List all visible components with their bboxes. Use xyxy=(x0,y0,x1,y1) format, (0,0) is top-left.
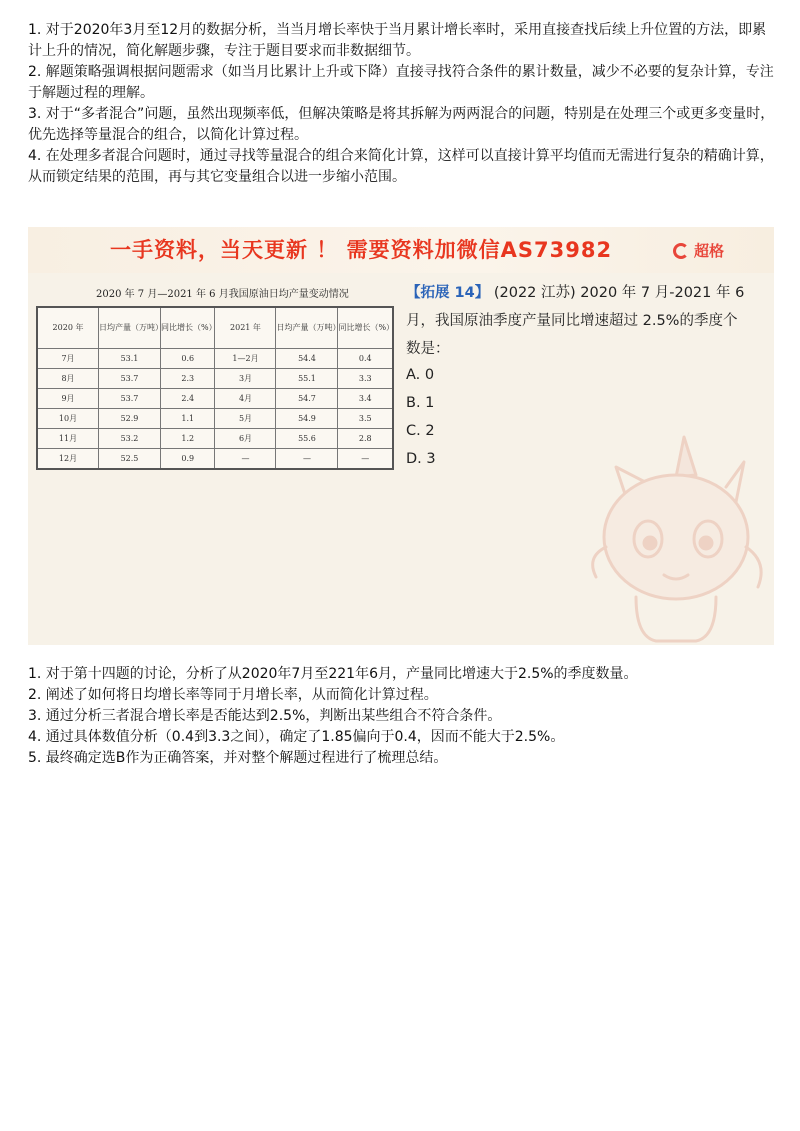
answer-options xyxy=(406,361,436,473)
question-tag: 【拓展 14】 xyxy=(406,285,490,301)
lecture-slide-image xyxy=(28,227,774,645)
header-cell: 同比增长（%） xyxy=(160,307,215,349)
note-item: 1. 对于第十四题的讨论，分析了从2020年7月至221年6月，产量同比增速大于2.5%的季度数量。 xyxy=(28,666,638,682)
question-body: (2022 江苏) 2020 年 7 月-2021 年 6 月，我国原油季度产量同比增速超过 2.5%的季度个数是： xyxy=(406,285,745,357)
table-cell: — xyxy=(276,449,338,470)
table-row xyxy=(37,429,393,449)
option-a: A. 0 xyxy=(406,367,435,383)
table-cell: 7月 xyxy=(37,349,99,369)
option-b: B. 1 xyxy=(406,395,435,411)
slide-banner xyxy=(28,227,774,273)
table-cell: 5月 xyxy=(215,409,276,429)
table-cell: 3.3 xyxy=(338,369,393,389)
table-cell: 3.5 xyxy=(338,409,393,429)
banner-text: 一手资料，当天更新 ！ 需要资料加微信AS73982 xyxy=(110,238,613,262)
table-title: 2020 年 7 月—2021 年 6 月我国原油日均产量变动情况 xyxy=(96,289,349,300)
table-cell: 53.7 xyxy=(99,369,161,389)
table-row xyxy=(37,449,393,470)
table-cell: 9月 xyxy=(37,389,99,409)
table-cell: — xyxy=(215,449,276,470)
question-text xyxy=(406,279,746,363)
table-cell: 0.9 xyxy=(160,449,215,470)
option-c: C. 2 xyxy=(406,423,435,439)
table-cell: 10月 xyxy=(37,409,99,429)
table-cell: 2.4 xyxy=(160,389,215,409)
table-cell: 0.4 xyxy=(338,349,393,369)
table-cell: 52.5 xyxy=(99,449,161,470)
table-cell: 54.9 xyxy=(276,409,338,429)
unicorn-mascot-icon xyxy=(576,427,774,645)
table-row xyxy=(37,369,393,389)
table-cell: 2.8 xyxy=(338,429,393,449)
note-item: 2. 阐述了如何将日均增长率等同于月增长率，从而简化计算过程。 xyxy=(28,687,438,703)
note-item: 2. 解题策略强调根据问题需求（如当月比累计上升或下降）直接寻找符合条件的累计数量，减少不必要的复杂计算，专注于解题过程的理解。 xyxy=(28,64,774,101)
table-cell: 4月 xyxy=(215,389,276,409)
table-row xyxy=(37,349,393,369)
option-d: D. 3 xyxy=(406,451,436,467)
table-row xyxy=(37,389,393,409)
table-cell: 3.4 xyxy=(338,389,393,409)
header-cell: 2020 年 xyxy=(37,307,99,349)
note-item: 5. 最终确定选B作为正确答案，并对整个解题过程进行了梳理总结。 xyxy=(28,750,448,766)
header-cell: 同比增长（%） xyxy=(338,307,393,349)
header-cell: 日均产量（万吨） xyxy=(276,307,338,349)
table-cell: 54.7 xyxy=(276,389,338,409)
note-item: 4. 通过具体数值分析（0.4到3.3之间），确定了1.85偏向于0.4，因而不能大于2.5%。 xyxy=(28,729,565,745)
table-cell: 53.7 xyxy=(99,389,161,409)
note-item: 4. 在处理多者混合问题时，通过寻找等量混合的组合来简化计算，这样可以直接计算平均值而无需进行复杂的精确计算，从而锁定结果的范围，再与其它变量组合以进一步缩小范围。 xyxy=(28,148,774,185)
note-item: 3. 通过分析三者混合增长率是否能达到2.5%，判断出某些组合不符合条件。 xyxy=(28,708,502,724)
table-cell: 55.1 xyxy=(276,369,338,389)
table-cell: 53.2 xyxy=(99,429,161,449)
brand-logo xyxy=(673,240,724,261)
note-item: 1. 对于2020年3月至12月的数据分析，当当月增长率快于当月累计增长率时，采用直接查找后续上升位置的方法，即累计上升的情况，简化解题步骤，专注于题目要求而非数据细节。 xyxy=(28,22,767,59)
table-cell: 0.6 xyxy=(160,349,215,369)
table-header-row xyxy=(37,307,393,349)
table-cell: 6月 xyxy=(215,429,276,449)
table-cell: 2.3 xyxy=(160,369,215,389)
table-cell: 3月 xyxy=(215,369,276,389)
table-cell: 53.1 xyxy=(99,349,161,369)
table-cell: 1.2 xyxy=(160,429,215,449)
header-cell: 2021 年 xyxy=(215,307,276,349)
table-cell: 8月 xyxy=(37,369,99,389)
table-cell: — xyxy=(338,449,393,470)
brand-label: 超格 xyxy=(693,242,724,260)
header-cell: 日均产量（万吨） xyxy=(99,307,161,349)
summary-notes-bottom xyxy=(28,664,776,769)
table-cell: 1.1 xyxy=(160,409,215,429)
table-cell: 1—2月 xyxy=(215,349,276,369)
table-cell: 54.4 xyxy=(276,349,338,369)
oil-production-table xyxy=(36,306,394,470)
note-item: 3. 对于“多者混合”问题，虽然出现频率低，但解决策略是将其拆解为两两混合的问题，特别是在处理三个或更多变量时，优先选择等量混合的组合，以简化计算过程。 xyxy=(28,106,775,143)
table-row xyxy=(37,409,393,429)
table-cell: 11月 xyxy=(37,429,99,449)
table-cell: 55.6 xyxy=(276,429,338,449)
brand-g-icon xyxy=(673,243,689,259)
table-cell: 12月 xyxy=(37,449,99,470)
table-cell: 52.9 xyxy=(99,409,161,429)
summary-notes-top xyxy=(28,20,776,188)
